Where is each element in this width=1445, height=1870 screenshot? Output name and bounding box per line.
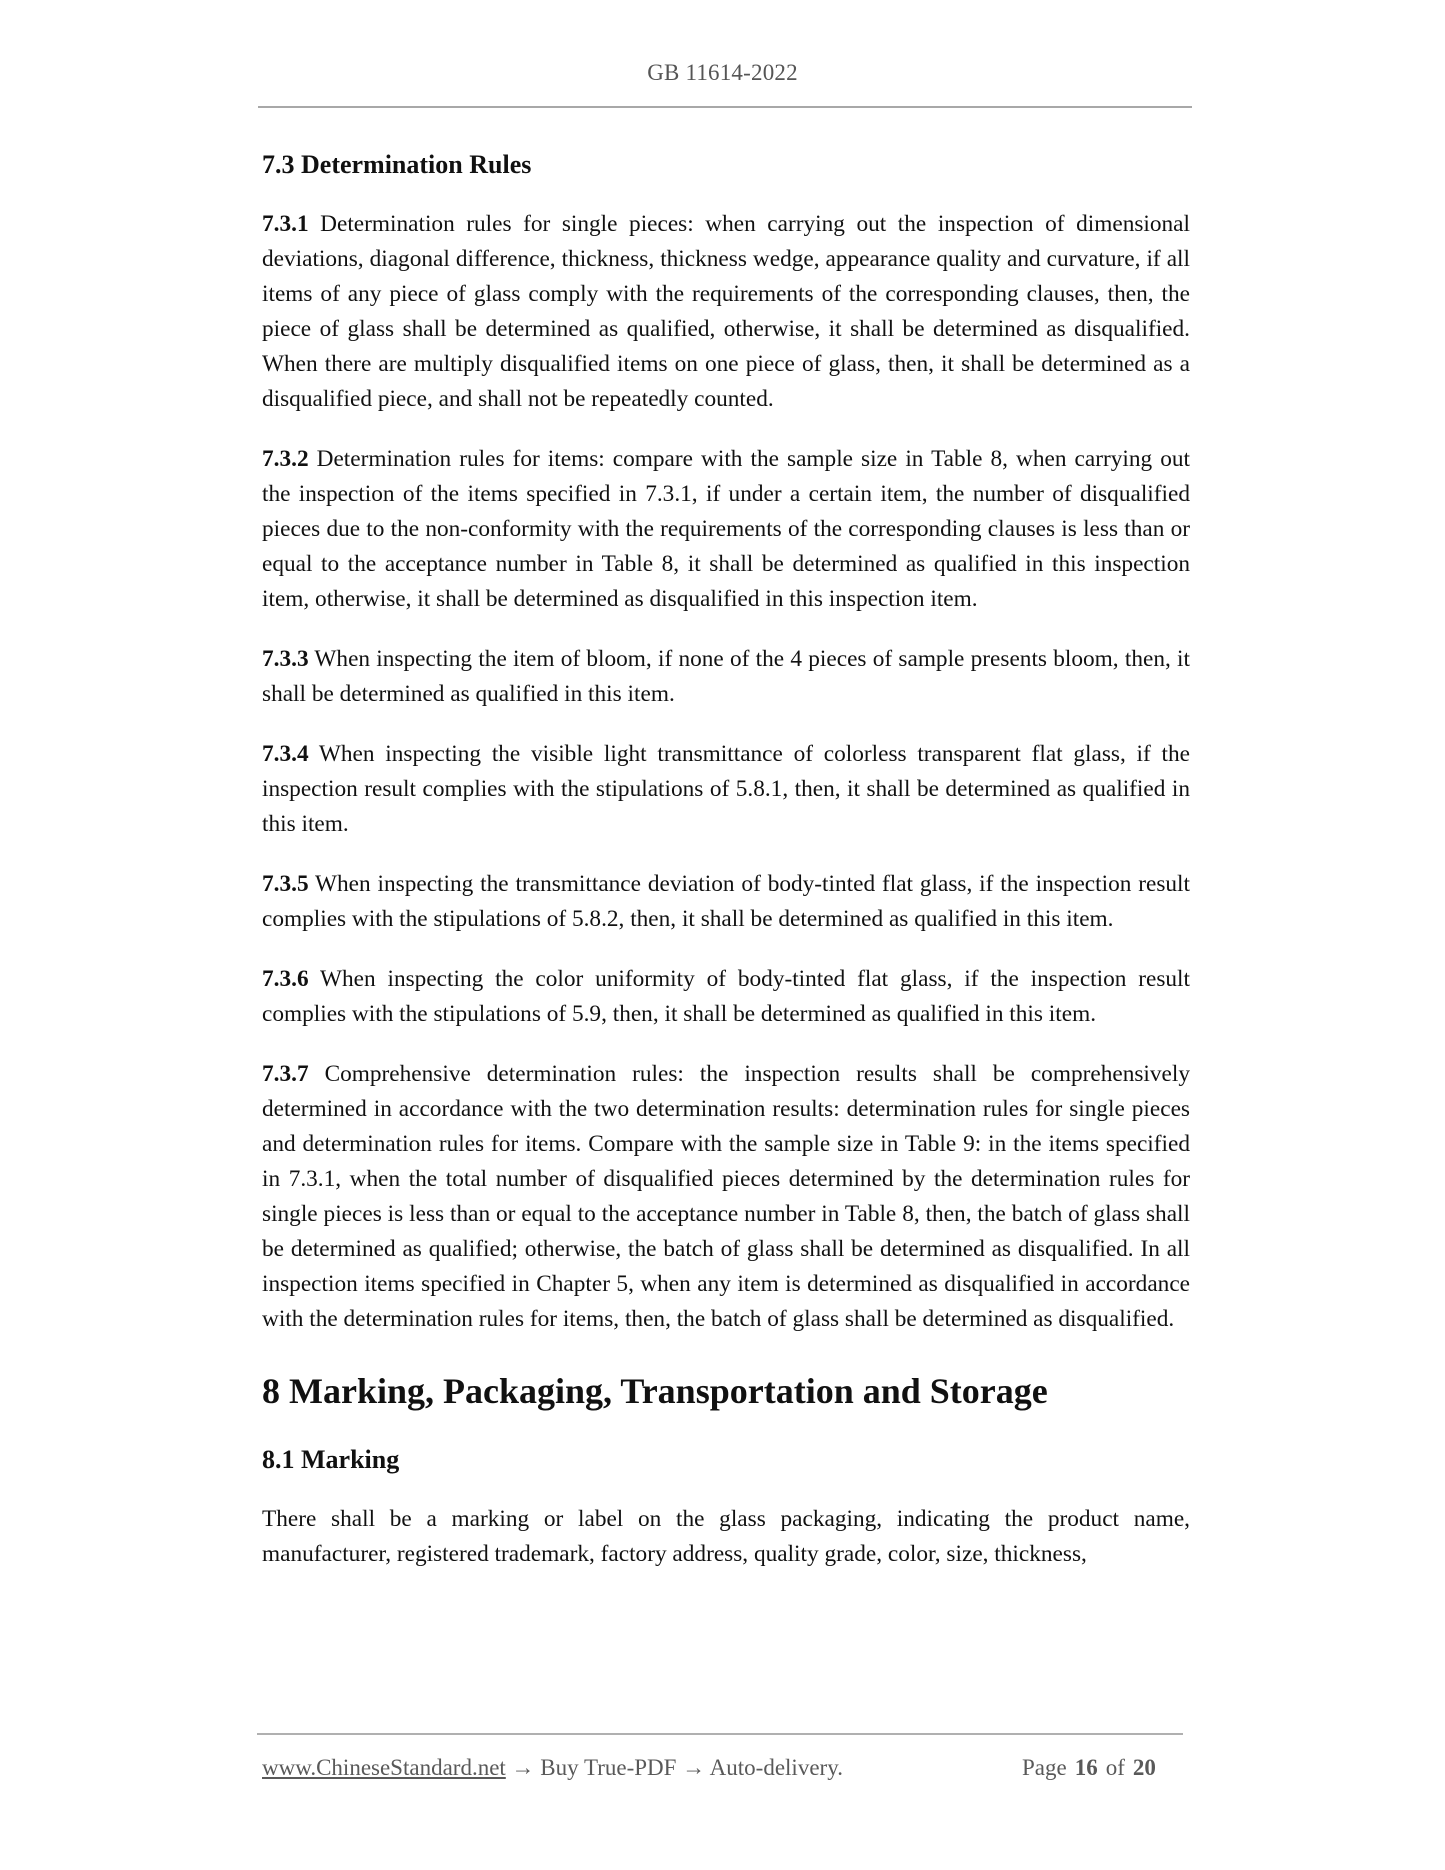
chinesestandard-link[interactable]: www.ChineseStandard.net	[262, 1755, 506, 1780]
section-heading-8-1: 8.1 Marking	[262, 1445, 400, 1474]
page-indicator	[1022, 1755, 1156, 1781]
clause-text: When inspecting the color uniformity of body-tinted flat glass, if the inspection result complies with the stipulations of 5.9, then, it shall be determined as qualified in this item.	[262, 966, 1190, 1027]
clause-number: 7.3.5	[262, 871, 309, 897]
paragraph-8-1: There shall be a marking or label on the glass packaging, indicating the product name, manufacturer, registered trademark, factory address, quality grade, color, size, thickness,	[262, 1506, 1190, 1567]
footer-promo	[262, 1755, 843, 1781]
page-content	[262, 148, 1190, 1597]
document-header-title: GB 11614-2022	[647, 60, 798, 85]
arrow-right-icon: →	[511, 1755, 535, 1780]
clause-number: 7.3.4	[262, 741, 309, 767]
paragraph-7-3-4	[262, 737, 1190, 842]
total-pages-number: 20	[1132, 1755, 1156, 1780]
header-divider	[258, 106, 1192, 108]
clause-text: When inspecting the visible light transmittance of colorless transparent flat glass, if the inspection result complies with the stipulations of 5.8.1, then, it shall be determined as qualified in this item.	[262, 741, 1190, 837]
of-label: of	[1105, 1755, 1125, 1780]
clause-text: When inspecting the item of bloom, if none of the 4 pieces of sample presents bloom, then, it shall be determined as qualified in this item.	[262, 646, 1190, 707]
clause-number: 7.3.2	[262, 446, 309, 472]
paragraph-7-3-6	[262, 962, 1190, 1032]
page-label: Page	[1022, 1755, 1067, 1780]
clause-text: When inspecting the transmittance deviation of body-tinted flat glass, if the inspection result complies with the stipulations of 5.8.2, then, it shall be determined as qualified in this item.	[262, 871, 1190, 932]
clause-number: 7.3.1	[262, 211, 309, 237]
clause-text: Determination rules for items: compare with the sample size in Table 8, when carrying out the inspection of the items specified in 7.3.1, if under a certain item, the number of disqualified pieces due to the non-conformity with the requirements of the corresponding clauses is less than or equal to the acceptance number in Table 8, it shall be determined as qualified in this inspection item, otherwise, it shall be determined as disqualified in this inspection item.	[262, 446, 1190, 612]
current-page-number: 16	[1074, 1755, 1098, 1780]
paragraph-7-3-5	[262, 867, 1190, 937]
clause-text: Determination rules for single pieces: when carrying out the inspection of dimensional deviations, diagonal difference, thickness, thickness wedge, appearance quality and curvature, if all items of any piece of glass comply with the requirements of the corresponding clauses, then, the piece of glass shall be determined as qualified, otherwise, it shall be determined as disqualified. When there are multiply disqualified items on one piece of glass, then, it shall be determined as a disqualified piece, and shall not be repeatedly counted.	[262, 211, 1190, 412]
paragraph-7-3-7	[262, 1057, 1190, 1337]
section-heading-7-3: 7.3 Determination Rules	[262, 150, 532, 179]
clause-number: 7.3.7	[262, 1061, 309, 1087]
footer-divider	[257, 1733, 1183, 1735]
clause-number: 7.3.6	[262, 966, 309, 992]
paragraph-7-3-1	[262, 207, 1190, 417]
chapter-heading-8: 8 Marking, Packaging, Transportation and Storage	[262, 1371, 1048, 1411]
clause-text: Comprehensive determination rules: the inspection results shall be comprehensively determined in accordance with the two determination results: determination rules for single pieces and determination rules for items. Compare with the sample size in Table 9: in the items specified in 7.3.1, when the total number of disqualified pieces determined by the determination rules for single pieces is less than or equal to the acceptance number in Table 8, then, the batch of glass shall be determined as qualified; otherwise, the batch of glass shall be determined as disqualified. In all inspection items specified in Chapter 5, when any item is determined as disqualified in accordance with the determination rules for items, then, the batch of glass shall be determined as disqualified.	[262, 1061, 1190, 1332]
buy-true-pdf-text: Buy True-PDF	[540, 1755, 677, 1780]
arrow-right-icon: →	[682, 1755, 706, 1780]
paragraph-7-3-2	[262, 442, 1190, 617]
auto-delivery-text: Auto-delivery.	[709, 1755, 843, 1780]
paragraph-7-3-3	[262, 642, 1190, 712]
clause-number: 7.3.3	[262, 646, 309, 672]
